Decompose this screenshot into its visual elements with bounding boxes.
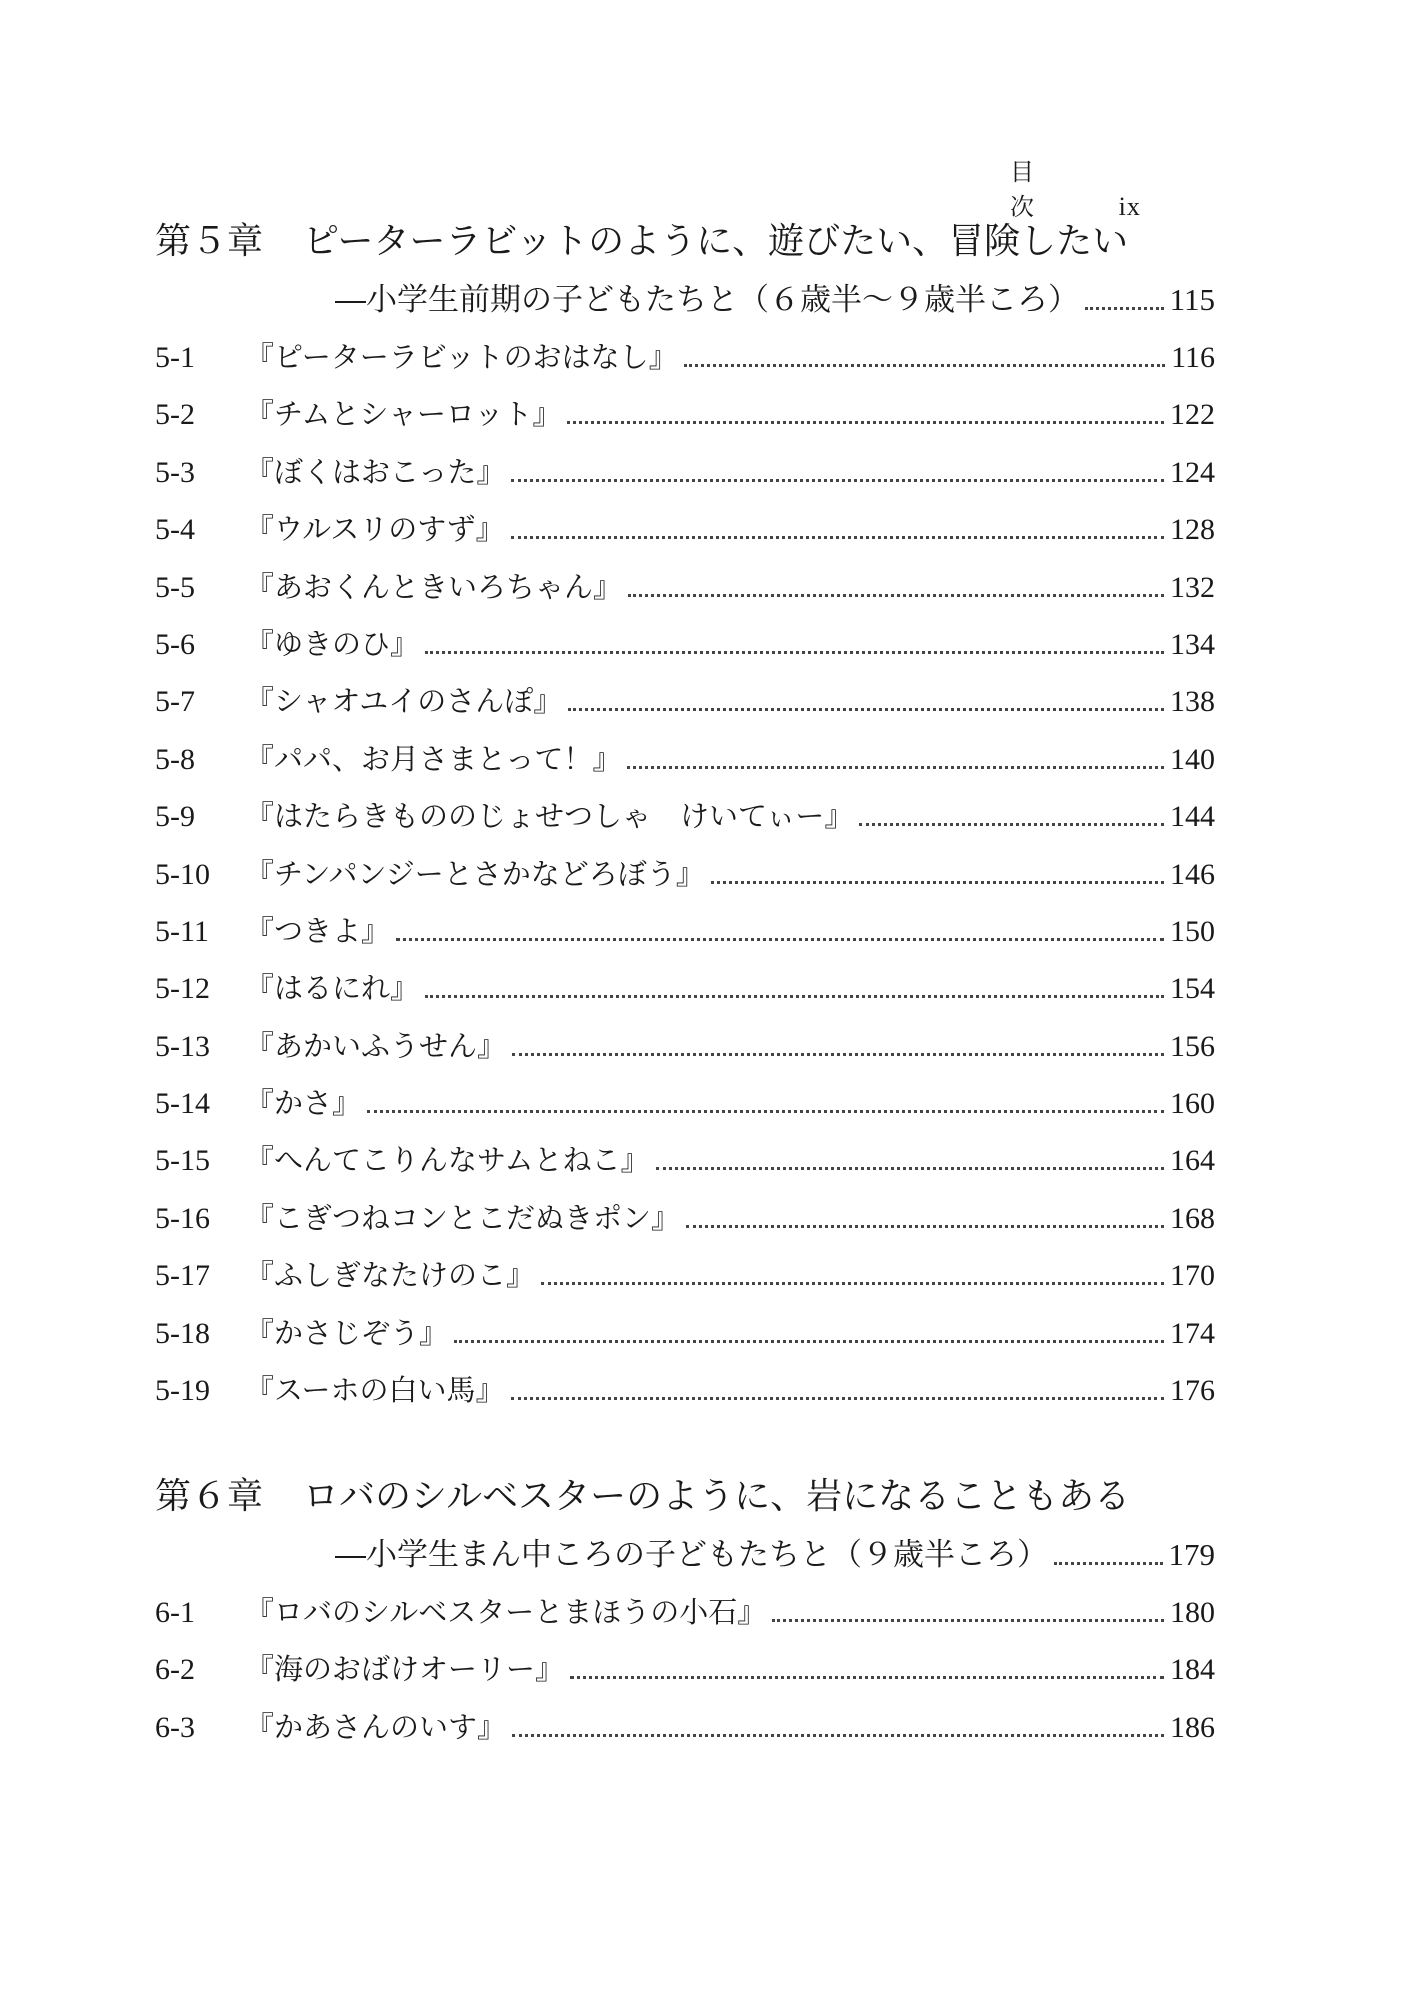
entry-number: 5-14 [155,1087,210,1121]
entry-page-number: 168 [1170,1201,1215,1235]
entry-number: 5-17 [155,1259,210,1293]
entry-title: 『ぼくはおこった』 [245,454,506,489]
chapter-title: ロバのシルベスターのように、岩になることもある [303,1476,1131,1517]
toc-entry [155,1018,1215,1075]
chapter-subtitle: ―小学生まん中ころの子どもたちと（９歳半ころ） [335,1537,1048,1573]
entry-title: 『ゆきのひ』 [245,626,420,661]
entry-page-number: 134 [1170,627,1215,661]
entry-number: 5-16 [155,1201,210,1235]
dot-leader [396,938,1164,941]
dot-leader [511,1397,1164,1400]
entry-title: 『ウルスリのすず』 [245,512,505,547]
dot-leader [1085,307,1164,310]
dot-leader [568,708,1164,711]
entry-title: 『かさじぞう』 [245,1315,449,1350]
entry-title: 『こぎつねコンとこだぬきポン』 [245,1200,681,1235]
entry-page-number: 154 [1170,972,1215,1006]
entry-page-number: 186 [1170,1710,1215,1744]
chapter-subtitle: ―小学生前期の子どもたちと（６歳半〜９歳半ころ） [335,282,1079,318]
entry-page-number: 164 [1170,1144,1215,1178]
toc-entry [155,386,1215,443]
running-head-page-number: ix [1118,192,1141,221]
entry-number: 5-12 [155,972,210,1006]
entry-number: 5-2 [155,398,195,432]
entry-number: 5-13 [155,1029,210,1063]
entry-page-number: 144 [1170,800,1215,834]
dot-leader [511,479,1164,482]
dot-leader [656,1167,1164,1170]
entry-title: 『ふしぎなたけのこ』 [245,1258,536,1293]
chapter-page-number: 115 [1169,282,1215,317]
entry-title: 『パパ、お月さまとって！』 [245,741,622,776]
dot-leader [711,881,1164,884]
chapter-subtitle-line [155,1526,1215,1584]
toc-entry [155,731,1215,788]
entry-title: 『はたらきもののじょせつしゃ けいてぃー』 [245,799,854,834]
entry-page-number: 146 [1170,857,1215,891]
dot-leader [772,1619,1164,1622]
entry-page-number: 174 [1170,1316,1215,1350]
entry-page-number: 140 [1170,742,1215,776]
entry-list [155,329,1215,1419]
entry-page-number: 116 [1171,341,1215,374]
entry-page-number: 122 [1170,398,1215,432]
dot-leader [425,651,1164,654]
entry-page-number: 128 [1170,513,1215,547]
entry-page-number: 160 [1170,1087,1215,1121]
entry-page-number: 156 [1170,1029,1215,1063]
entry-page-number: 176 [1170,1374,1215,1408]
entry-number: 6-2 [155,1653,195,1687]
entry-number: 6-3 [155,1710,195,1744]
toc-entry [155,960,1215,1017]
entry-title: 『海のおばけオーリー』 [245,1652,565,1687]
entry-number: 5-4 [155,513,195,547]
entry-title: 『へんてこりんなサムとねこ』 [245,1143,650,1178]
toc-entry [155,1247,1215,1304]
chapter-heading [155,1468,1215,1526]
entry-page-number: 150 [1170,914,1215,948]
entry-title: 『つきよ』 [245,913,391,948]
dot-leader [684,364,1165,367]
chapter-number: 第５章 [155,221,264,262]
dot-leader [541,1282,1164,1285]
dot-leader [367,1110,1164,1113]
toc-entry [155,903,1215,960]
entry-title: 『はるにれ』 [245,971,420,1006]
toc-entry [155,1699,1215,1756]
entry-title: 『かあさんのいす』 [245,1709,507,1744]
running-head-title: 目次 [1010,158,1064,221]
toc-entry [155,1641,1215,1698]
toc-entry [155,1362,1215,1419]
dot-leader [425,995,1164,998]
toc-entry [155,329,1215,386]
toc-entry [155,1305,1215,1362]
toc-entry [155,616,1215,673]
entry-title: 『チムとシャーロット』 [245,397,562,432]
toc-entry [155,501,1215,558]
toc-entry [155,1132,1215,1189]
dot-leader [512,1053,1164,1056]
toc-entry [155,559,1215,616]
dot-leader [686,1225,1164,1228]
entry-number: 5-3 [155,455,195,489]
running-head [1010,152,1210,222]
entry-page-number: 180 [1170,1596,1215,1629]
dot-leader [570,1676,1164,1679]
entry-number: 5-7 [155,685,195,719]
dot-leader [1054,1562,1163,1565]
dot-leader [627,766,1164,769]
entry-number: 5-11 [155,914,209,948]
entry-page-number: 138 [1170,685,1215,719]
toc-entry [155,1190,1215,1247]
entry-title: 『スーホの白い馬』 [245,1373,505,1408]
dot-leader [454,1340,1164,1343]
entry-number: 5-8 [155,742,195,776]
dot-leader [859,823,1164,826]
chapter-number: 第６章 [155,1476,264,1517]
chapter-5 [155,213,1215,1419]
entry-page-number: 132 [1170,570,1215,604]
dot-leader [567,421,1164,424]
entry-title: 『あおくんときいろちゃん』 [245,569,623,604]
entry-number: 5-18 [155,1316,210,1350]
entry-number: 5-6 [155,627,195,661]
entry-number: 5-1 [155,341,195,374]
entry-number: 5-19 [155,1374,210,1408]
toc-entry [155,846,1215,903]
entry-number: 5-15 [155,1144,210,1178]
entry-title: 『シャオユイのさんぽ』 [245,684,563,719]
chapter-subtitle-line [155,271,1215,329]
entry-title: 『かさ』 [245,1086,362,1121]
chapter-page-number: 179 [1168,1537,1215,1572]
chapter-heading [155,213,1215,271]
entry-title: 『チンパンジーとさかなどろぼう』 [245,856,705,891]
dot-leader [512,1734,1164,1737]
entry-number: 6-1 [155,1596,195,1629]
entry-number: 5-10 [155,857,210,891]
dot-leader [511,536,1164,539]
entry-title: 『ピーターラビットのおはなし』 [245,340,678,374]
chapter-title: ピーターラビットのように、遊びたい、冒険したい [303,221,1129,262]
entry-title: 『あかいふうせん』 [245,1028,507,1063]
entry-number: 5-5 [155,570,195,604]
toc-entry [155,788,1215,845]
entry-title: 『ロバのシルベスターとまほうの小石』 [245,1595,767,1629]
dot-leader [628,594,1164,597]
chapter-6 [155,1468,1215,1756]
entry-page-number: 124 [1170,455,1215,489]
toc-entry [155,1584,1215,1641]
entry-page-number: 184 [1170,1653,1215,1687]
entry-list [155,1584,1215,1756]
entry-number: 5-9 [155,800,195,834]
toc-entry [155,444,1215,501]
toc-entry [155,673,1215,730]
entry-page-number: 170 [1170,1259,1215,1293]
toc-entry [155,1075,1215,1132]
